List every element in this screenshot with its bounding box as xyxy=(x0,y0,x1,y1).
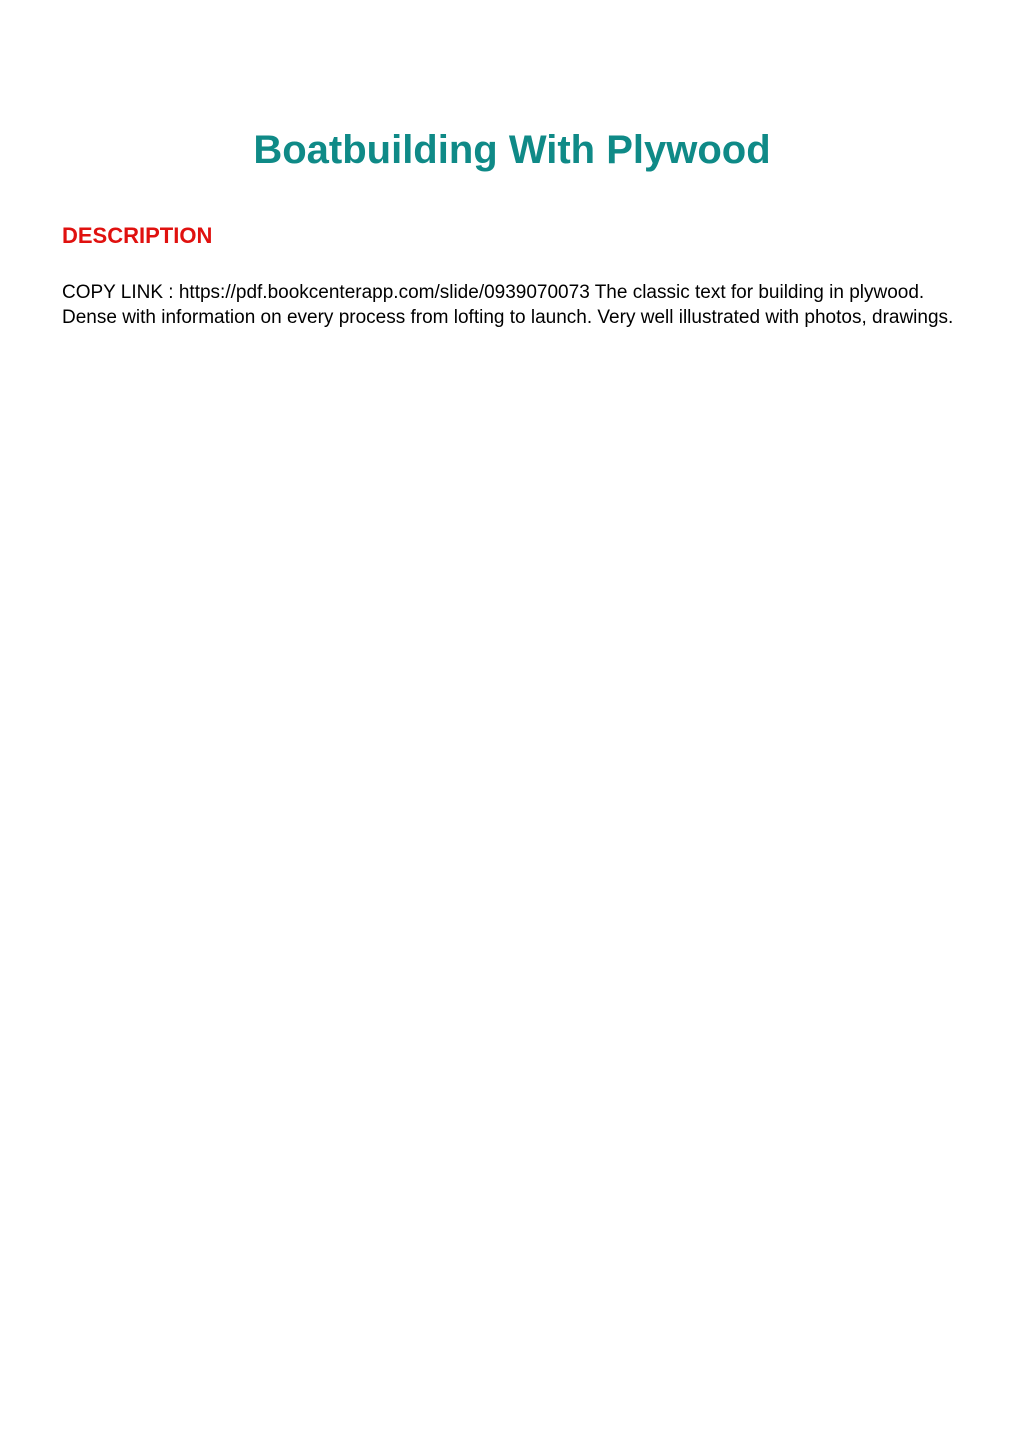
description-text: COPY LINK : https://pdf.bookcenterapp.com/slide/0939070073 The classic text for building in plywood. Dense with information on every process from lofting to launch. Very well illustrated with photos, drawings. xyxy=(62,282,954,328)
description-heading: DESCRIPTION xyxy=(62,223,213,248)
document-title: Boatbuilding With Plywood xyxy=(253,128,771,172)
